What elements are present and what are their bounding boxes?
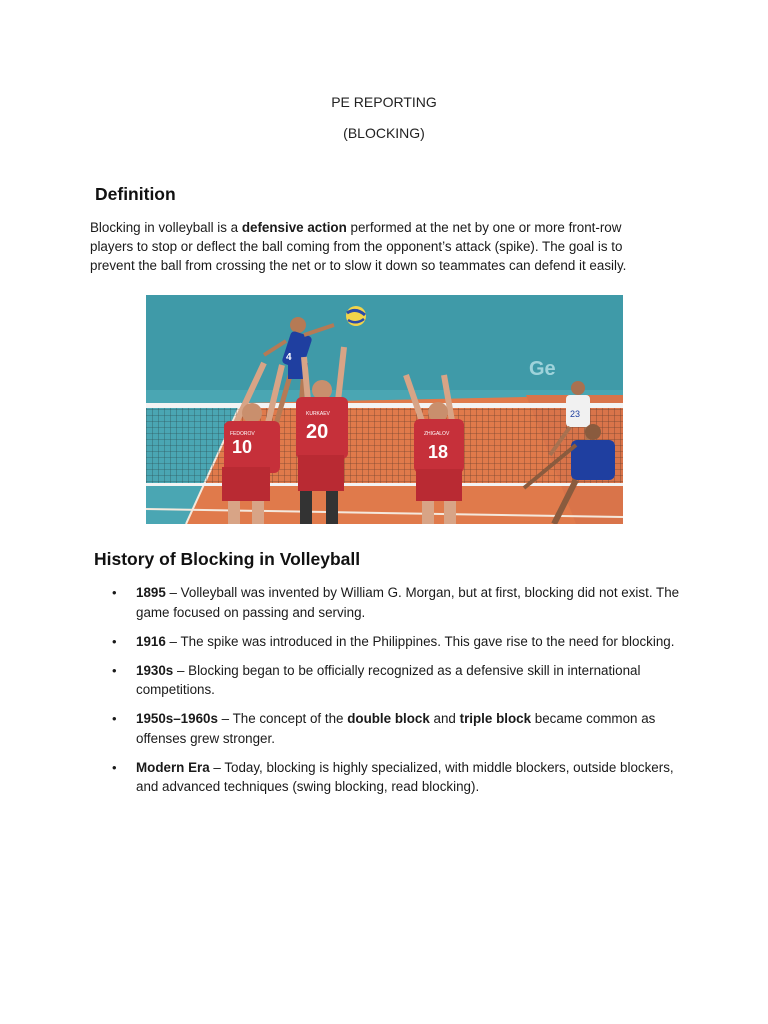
history-item-text: – The spike was introduced in the Philippines. This gave rise to the need for blocking. (165, 633, 675, 649)
history-item-bold: double block (347, 711, 430, 726)
jersey-name-20: KURKAEV (306, 411, 330, 417)
volleyball-net (146, 403, 623, 486)
attacker-number: 4 (286, 352, 292, 363)
history-heading: History of Blocking in Volleyball (94, 549, 361, 569)
definition-bold-term: defensive action (241, 220, 347, 235)
history-list (112, 583, 682, 806)
bullet-icon: • (112, 585, 117, 600)
report-subtitle: (BLOCKING) (343, 125, 425, 141)
history-item-text: became common as offenses grew stronger. (136, 711, 656, 746)
bullet-icon: • (112, 633, 117, 649)
history-item-text: – Today, blocking is highly specialized, with middle blockers, outside blockers, and advanced techniques (swing blocking, read blocking). (136, 759, 674, 794)
definition-heading: Definition (95, 184, 176, 204)
history-item-label: 1895 (136, 585, 166, 600)
history-item-text: – Blocking began to be officially recognized as a defensive skill in international competitions. (136, 662, 641, 697)
list-item (112, 583, 682, 622)
bullet-icon: • (112, 759, 117, 775)
list-item (112, 758, 682, 797)
list-item (112, 709, 682, 748)
board-text: Ge (529, 358, 556, 380)
definition-paragraph (90, 218, 660, 275)
jersey-name-10: FEDOROV (230, 431, 255, 437)
list-item (112, 661, 682, 700)
jersey-number-10: 10 (232, 437, 253, 457)
jersey-number-20: 20 (306, 421, 329, 443)
jersey-number-18: 18 (428, 442, 449, 462)
definition-text-2: performed at the net by one or more front-row players to stop or deflect the ball coming from the opponent’s attack (spike). The goal is to prevent the ball from crossing the net or to slow it down so teammates can defend it easily. (90, 220, 627, 273)
definition-text-1: Blocking in volleyball is a (90, 220, 242, 235)
bullet-icon: • (112, 711, 117, 726)
history-item-label: 1930s (136, 662, 174, 678)
report-title: PE REPORTING (331, 94, 437, 110)
history-item-text: – The concept of the (217, 711, 348, 726)
bullet-icon: • (112, 662, 117, 678)
history-item-label: 1950s–1960s (136, 711, 218, 726)
background-player-number: 23 (570, 409, 581, 419)
history-item-text: – Volleyball was invented by William G. Morgan, but at first, blocking did not exist. The game focused on passing and serving. (136, 585, 680, 620)
list-item (112, 632, 682, 652)
history-item-label: Modern Era (136, 759, 210, 775)
volleyball-blocking-photo (146, 295, 623, 524)
history-item-label: 1916 (136, 633, 166, 649)
jersey-name-18: ZHIGALOV (424, 431, 450, 437)
volleyball-ball (346, 306, 366, 326)
history-item-bold: triple block (459, 711, 532, 726)
history-item-text: and (429, 711, 460, 726)
